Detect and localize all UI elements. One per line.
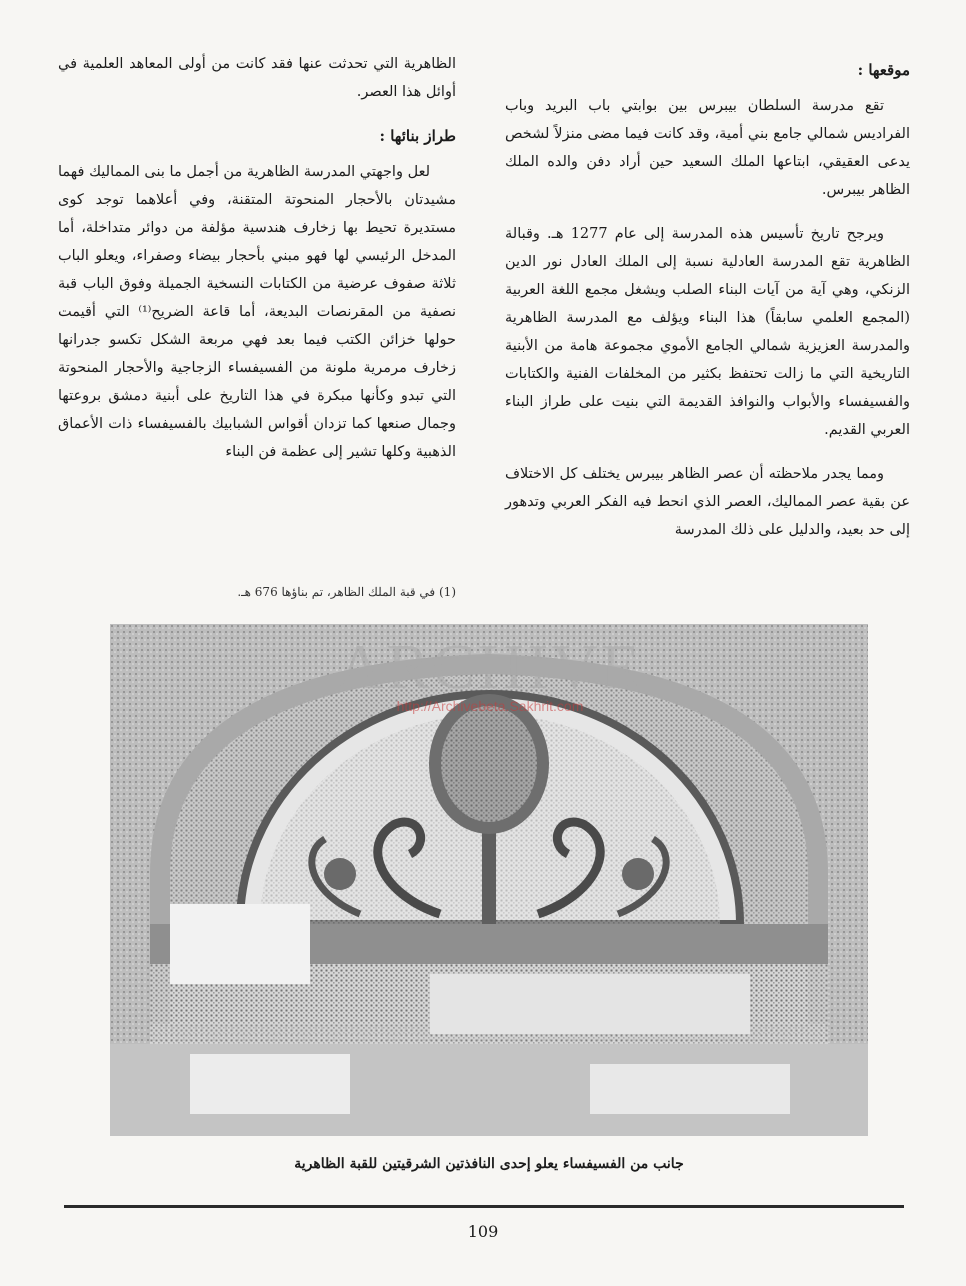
right-column <box>505 56 910 560</box>
section-heading-location: موقعها : <box>857 61 910 79</box>
paragraph: لعل واجهتي المدرسة الظاهرية من أجمل ما بنى المماليك فهما مشيدتان بالأحجار المنحوتة المتقنة، وفي أعلاهما توجد كوى مستديرة تحيط بها زخارف هندسية مؤلفة من دوائر متداخلة، أما المدخل الرئيسي لها فهو مبني بأحجار بيضاء وصفراء، ويعلو الباب ثلاثة صفوف عرضية من الكتابات النسخية الجميلة وفوق الباب قبة نصفية من المقرنصات البديعة، أما قاعة الضريح⁽¹⁾ التي أقيمت حولها خزائن الكتب فيما بعد فهي مربعة الشكل تكسو جدرانها زخارف مرمرية ملونة من الفسيفساء الزجاجية والأحجار المنحوتة التي تبدو وكأنها مبكرة في هذا التاريخ على أبنية دمشق بروعتها وجمال صنعها كما تزدان أقواس الشبابيك بالفسيفساء ذات الأعماق الذهبية وكلها تشير إلى عظمة فن البناء <box>58 164 456 460</box>
page-number: 109 <box>467 1222 499 1241</box>
left-column <box>58 50 456 482</box>
paragraph: الظاهرية التي تحدثت عنها فقد كانت من أولى المعاهد العلمية في أوائل هذا العصر. <box>58 56 456 100</box>
paragraph: ومما يجدر ملاحظته أن عصر الظاهر بيبرس يختلف كل الاختلاف عن بقية عصر المماليك، العصر الذي انحط فيه الفكر العربي وتدهور إلى حد بعيد، والدليل على ذلك المدرسة <box>505 466 910 538</box>
watermark-logo: ARCHIVE <box>337 631 643 702</box>
paragraph: ويرجح تاريخ تأسيس هذه المدرسة إلى عام 1277 هـ. وقبالة الظاهرية تقع المدرسة العادلية نسبة إلى الملك العادل نور الدين الزنكي، وهي آية من آيات البناء الصلب ويشغل مجمع اللغة العربية (المجمع العلمي سابقاً) هذا البناء ويؤلف مع المدرسة الظاهرية والمدرسة العزيزية شمالي الجامع الأموي مجموعة هامة من الأبنية التاريخية التي ما زالت تحتفظ بكثير من المخلفات الفنية والكتابات والفسيفساء والأبواب والنوافذ القديمة التي بنيت على طراز البناء العربي القديم. <box>505 226 910 438</box>
section-heading-style: طراز بنائها : <box>379 127 456 145</box>
watermark-url: http://Archivebeta.Sakhrit.com <box>396 698 584 714</box>
paragraph: تقع مدرسة السلطان بيبرس بين بوابتي باب البريد وباب الفراديس شمالي جامع بني أمية، وقد كانت فيما مضى منزلاً لشخص يدعى العقيقي، ابتاعها الملك السعيد حين أراد دفن والده الملك الظاهر بيبرس. <box>505 98 910 198</box>
footnote: (1) في قبة الملك الظاهر، تم بناؤها 676 هـ. <box>237 585 456 599</box>
photo-caption: جانب من الفسيفساء يعلو إحدى النافذتين الشرقيتين للقبة الظاهرية <box>294 1156 684 1172</box>
footer-rule <box>64 1205 904 1208</box>
